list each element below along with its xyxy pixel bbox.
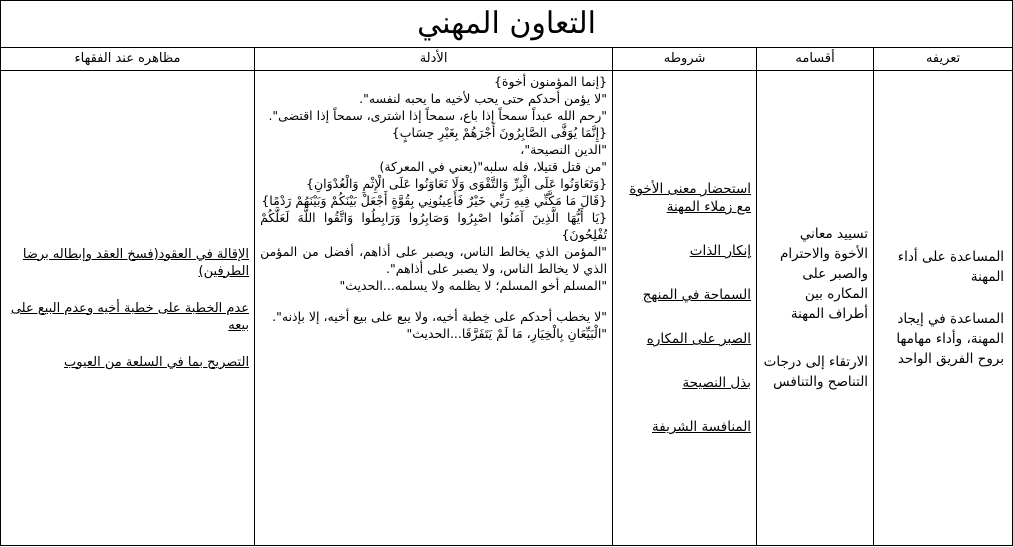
evidence-item: {إنما المؤمنون أخوة}	[493, 74, 608, 89]
evidence-item: "المؤمن الذي يخالط الناس، ويصبر على أذاهم، أفضل من المؤمن الذي لا يخالط الناس، ولا يصبر على أذاهم".	[260, 244, 608, 276]
evidence-item: "من قتل قتيلا، فله سلبه"(يعني في المعركة)	[379, 159, 608, 174]
evidence-item: "لا يؤمن أحدكم حتى يحب لأخيه ما يحبه لنفسه".	[359, 91, 608, 106]
table-title: التعاون المهني	[1, 1, 1013, 48]
division-item: تسييد معاني الأخوة والاحترام والصبر على المكاره بين أطراف المهنة	[779, 226, 869, 322]
evidence-cell	[255, 71, 613, 546]
conditions-cell	[613, 71, 757, 546]
evidence-item: {قَالَ مَا مَكَّنِّي فِيهِ رَبِّي خَيْرٌ فَأَعِينُونِي بِقُوَّةٍ أَجْعَلْ بَيْنَكُمْ وَبَيْنَهُمْ رَدْمًا}	[261, 193, 608, 208]
condition-item: إنكار الذات	[689, 243, 752, 259]
application-item: التصريح بما في السلعة من العيوب	[64, 354, 250, 370]
header-definition: تعريفه	[874, 48, 1013, 71]
content-row	[1, 71, 1013, 546]
definition-cell	[874, 71, 1013, 546]
condition-item: الصبر على المكاره	[646, 331, 752, 347]
applications-cell	[1, 71, 255, 546]
evidence-spacer	[260, 294, 607, 308]
definition-item: المساعدة على أداء المهنة	[897, 249, 1005, 285]
condition-item: بذل النصيحة	[682, 375, 752, 391]
division-item: الارتقاء إلى درجات التناصح والتنافس	[763, 354, 869, 390]
evidence-item: "الدين النصيحة"،	[520, 142, 608, 157]
evidence-item: {وَتَعَاوَنُوا عَلَى الْبِرِّ وَالتَّقْوَى وَلَا تَعَاوَنُوا عَلَى الْإِثْمِ وَالْعُدْوَانِ}	[306, 176, 608, 191]
evidence-item: "الْبَيِّعَانِ بِالْخِيَارِ، مَا لَمْ يَتَفَرَّقَا...الحديث"	[406, 326, 608, 341]
evidence-item: "لا يخطب أحدكم على خِطبة أخيه، ولا يبع على بيع أخيه، إلا بإذنه".	[272, 309, 608, 324]
condition-item: استحضار معنى الأخوة مع زملاء المهنة	[629, 181, 752, 215]
application-item: الإقالة في العقود(فسخ العقد وإبطاله برضا الطرفين)	[22, 246, 250, 279]
header-applications: مظاهره عند الفقهاء	[1, 48, 255, 71]
header-divisions: أقسامه	[757, 48, 874, 71]
evidence-item: "المسلم أخو المسلم؛ لا يظلمه ولا يسلمه...الحديث"	[339, 278, 608, 293]
condition-item: المنافسة الشريفة	[652, 419, 752, 435]
divisions-cell	[757, 71, 874, 546]
condition-item: السماحة في المنهج	[642, 287, 752, 303]
application-item: عدم الخطبة على خطبة أخيه وعدم البيع على بيعه	[10, 300, 250, 333]
header-evidence: الأدلة	[255, 48, 613, 71]
header-row	[1, 48, 1013, 71]
evidence-item: {إِنَّمَا يُوَفَّى الصَّابِرُونَ أَجْرَهُمْ بِغَيْرِ حِسَابٍ}	[391, 125, 608, 140]
evidence-item: "رحم الله عبداً سمحاً إذا باع، سمحاً إذا اشترى، سمحاً إذا اقتضى".	[268, 108, 608, 123]
definition-item: المساعدة في إيجاد المهنة، وأداء مهامها بروح الفريق الواحد	[896, 311, 1005, 367]
header-conditions: شروطه	[613, 48, 757, 71]
evidence-item: {يَا أَيُّهَا الَّذِينَ آمَنُوا اصْبِرُوا وَصَابِرُوا وَرَابِطُوا وَاتَّقُوا اللَّهَ لَعَلَّكُمْ تُفْلِحُونَ}	[260, 210, 608, 242]
